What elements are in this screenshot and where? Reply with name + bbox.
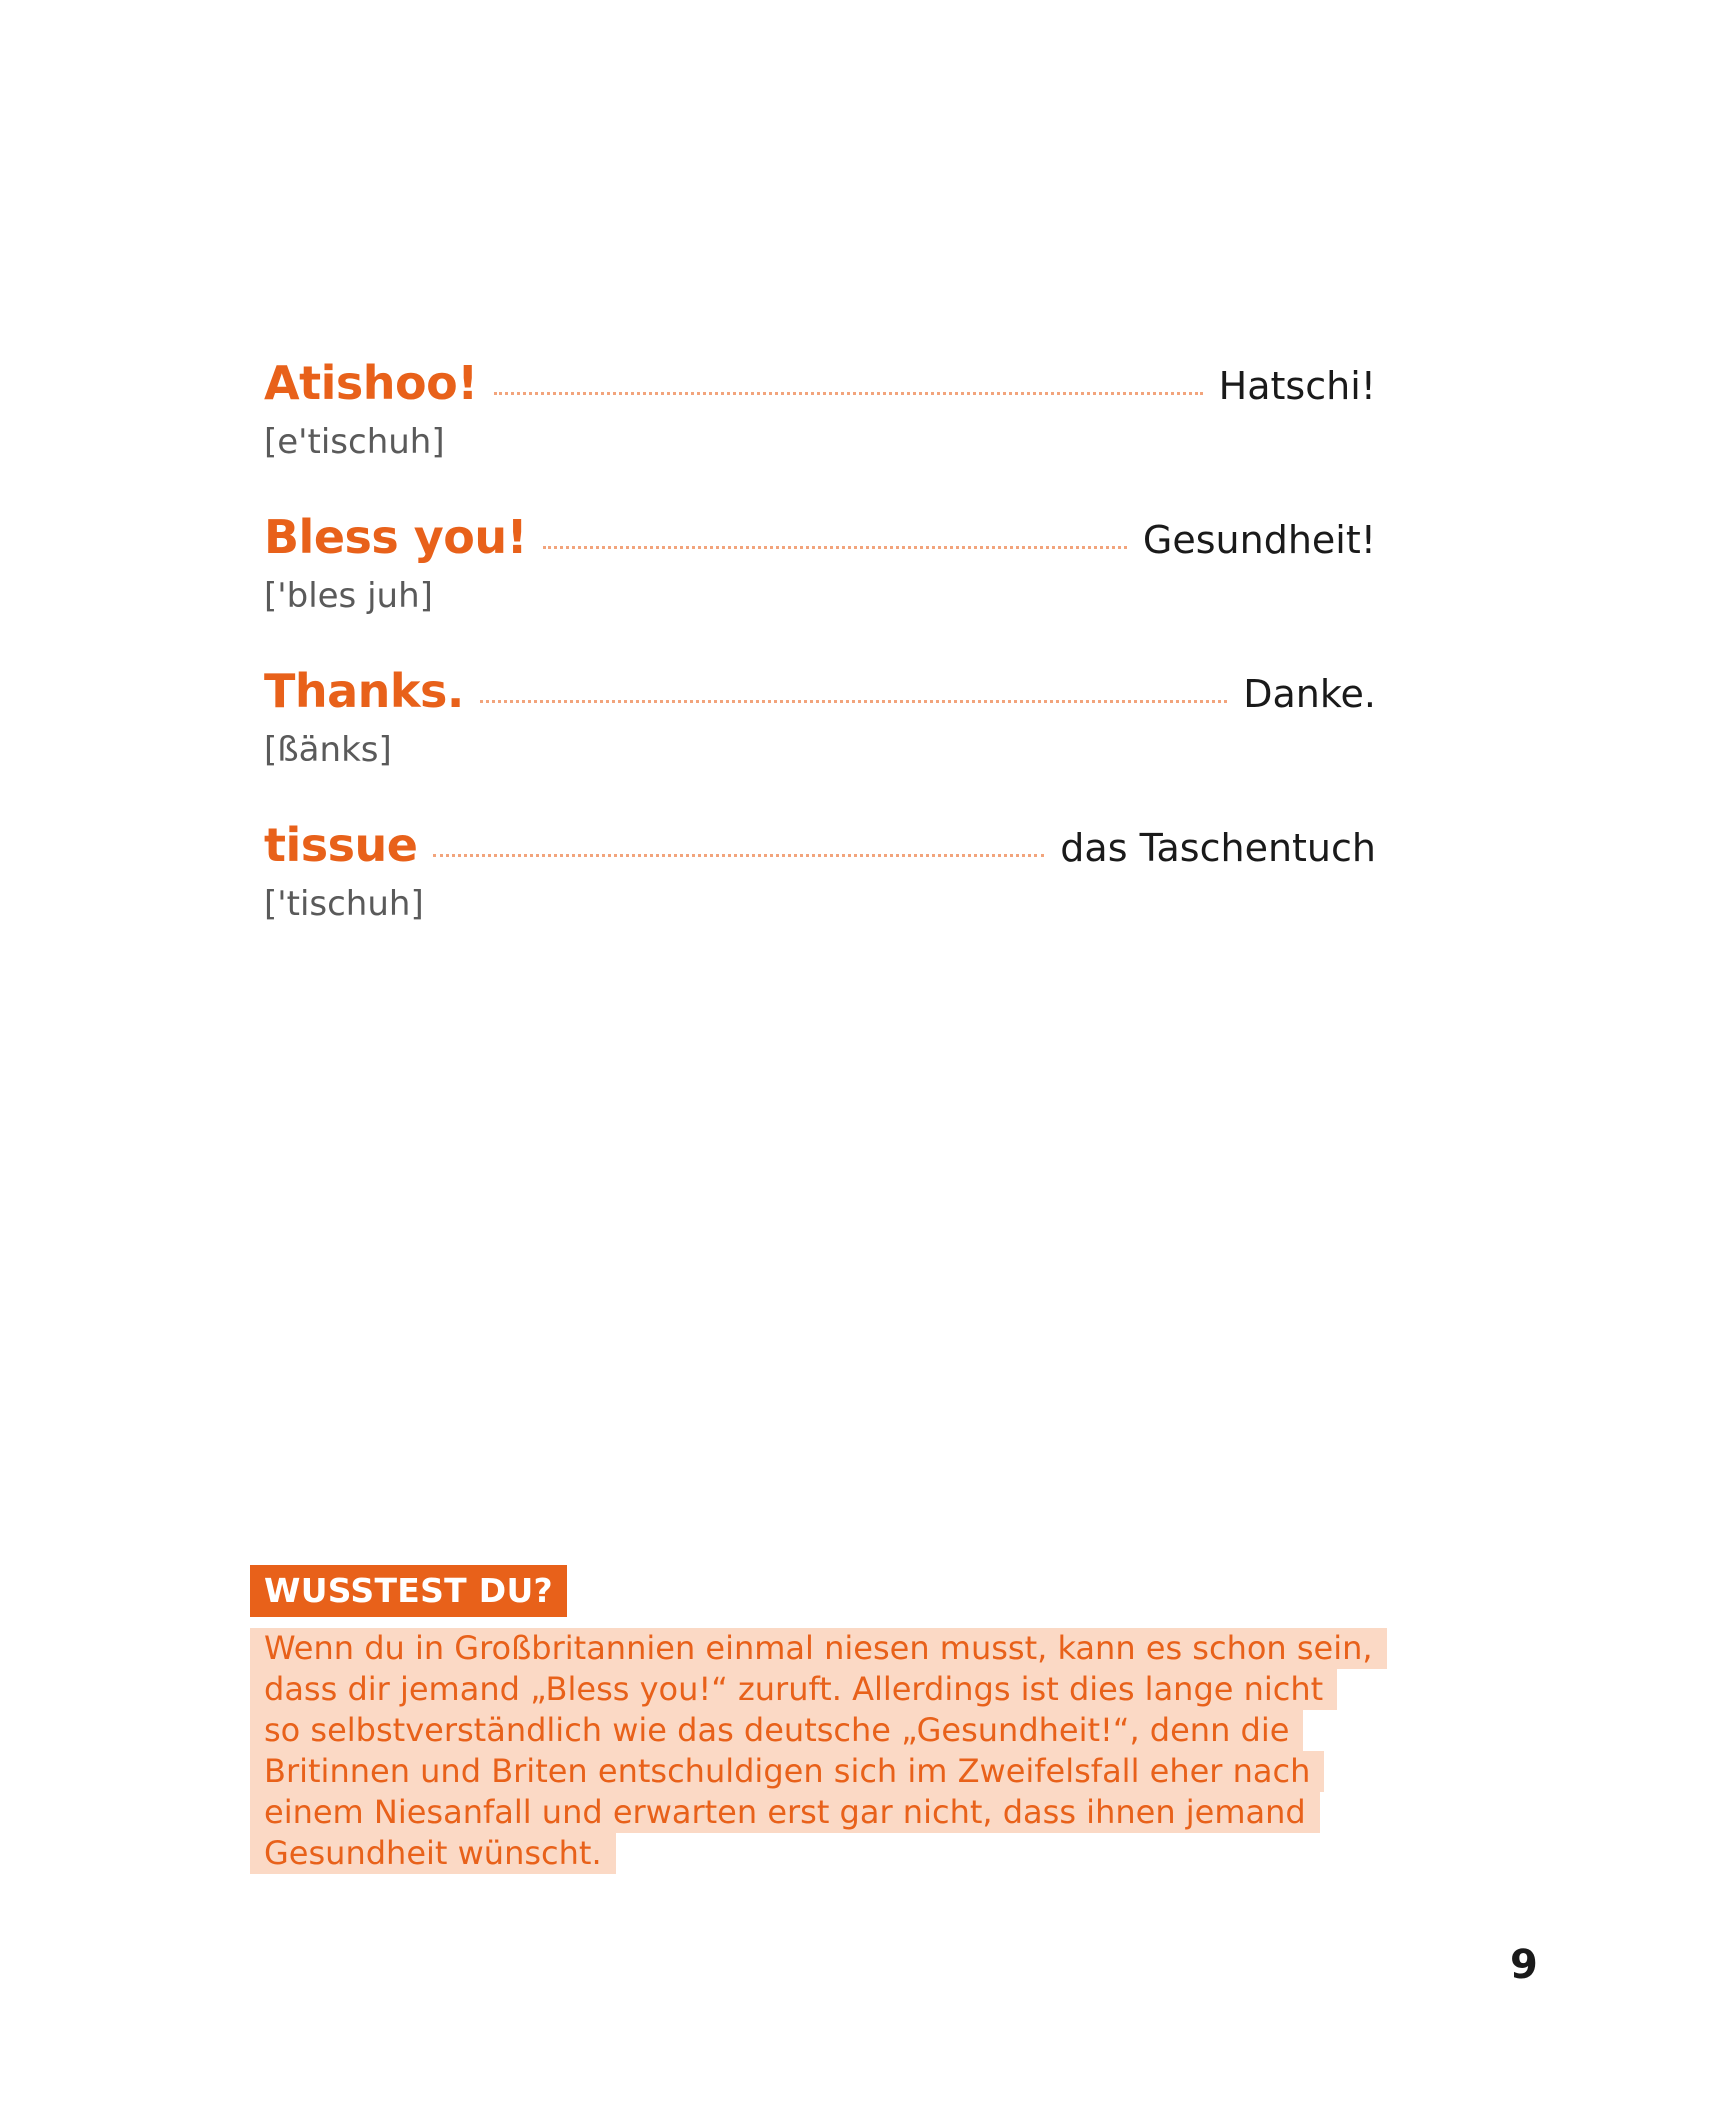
vocabulary-pronunciation: [e'tischuh] <box>264 422 445 462</box>
dotted-leader <box>494 391 1203 395</box>
info-box-line: Gesundheit wünscht. <box>250 1833 616 1874</box>
dotted-leader <box>480 699 1227 703</box>
info-box-line: so selbstverständlich wie das deutsche „Gesundheit!“, denn die <box>250 1710 1303 1751</box>
vocabulary-translation: das Taschentuch <box>1060 826 1376 870</box>
vocabulary-term: tissue <box>264 818 418 872</box>
page-number: 9 <box>1510 1942 1538 1988</box>
vocabulary-entry <box>264 818 1376 972</box>
vocabulary-pronunciation: ['tischuh] <box>264 884 424 924</box>
vocabulary-entry <box>264 664 1376 818</box>
info-box-text <box>250 1628 1373 1874</box>
dotted-leader <box>433 853 1044 857</box>
info-box-line: Britinnen und Briten entschuldigen sich im Zweifelsfall eher nach <box>250 1751 1324 1792</box>
info-box-line: einem Niesanfall und erwarten erst gar nicht, dass ihnen jemand <box>250 1792 1320 1833</box>
vocabulary-term: Bless you! <box>264 510 528 564</box>
vocabulary-entry <box>264 510 1376 664</box>
vocabulary-pronunciation: [ßänks] <box>264 730 392 770</box>
info-box-line: dass dir jemand „Bless you!“ zuruft. Allerdings ist dies lange nicht <box>250 1669 1337 1710</box>
info-box-label: WUSSTEST DU? <box>250 1565 567 1617</box>
info-box-line: Wenn du in Großbritannien einmal niesen musst, kann es schon sein, <box>250 1628 1387 1669</box>
vocabulary-pronunciation: ['bles juh] <box>264 576 433 616</box>
vocabulary-term: Thanks. <box>264 664 464 718</box>
dotted-leader <box>543 545 1127 549</box>
vocabulary-term: Atishoo! <box>264 356 478 410</box>
vocabulary-translation: Hatschi! <box>1218 364 1376 408</box>
vocabulary-list <box>264 356 1376 972</box>
vocabulary-translation: Danke. <box>1243 672 1376 716</box>
vocabulary-entry <box>264 356 1376 510</box>
vocabulary-translation: Gesundheit! <box>1142 518 1376 562</box>
